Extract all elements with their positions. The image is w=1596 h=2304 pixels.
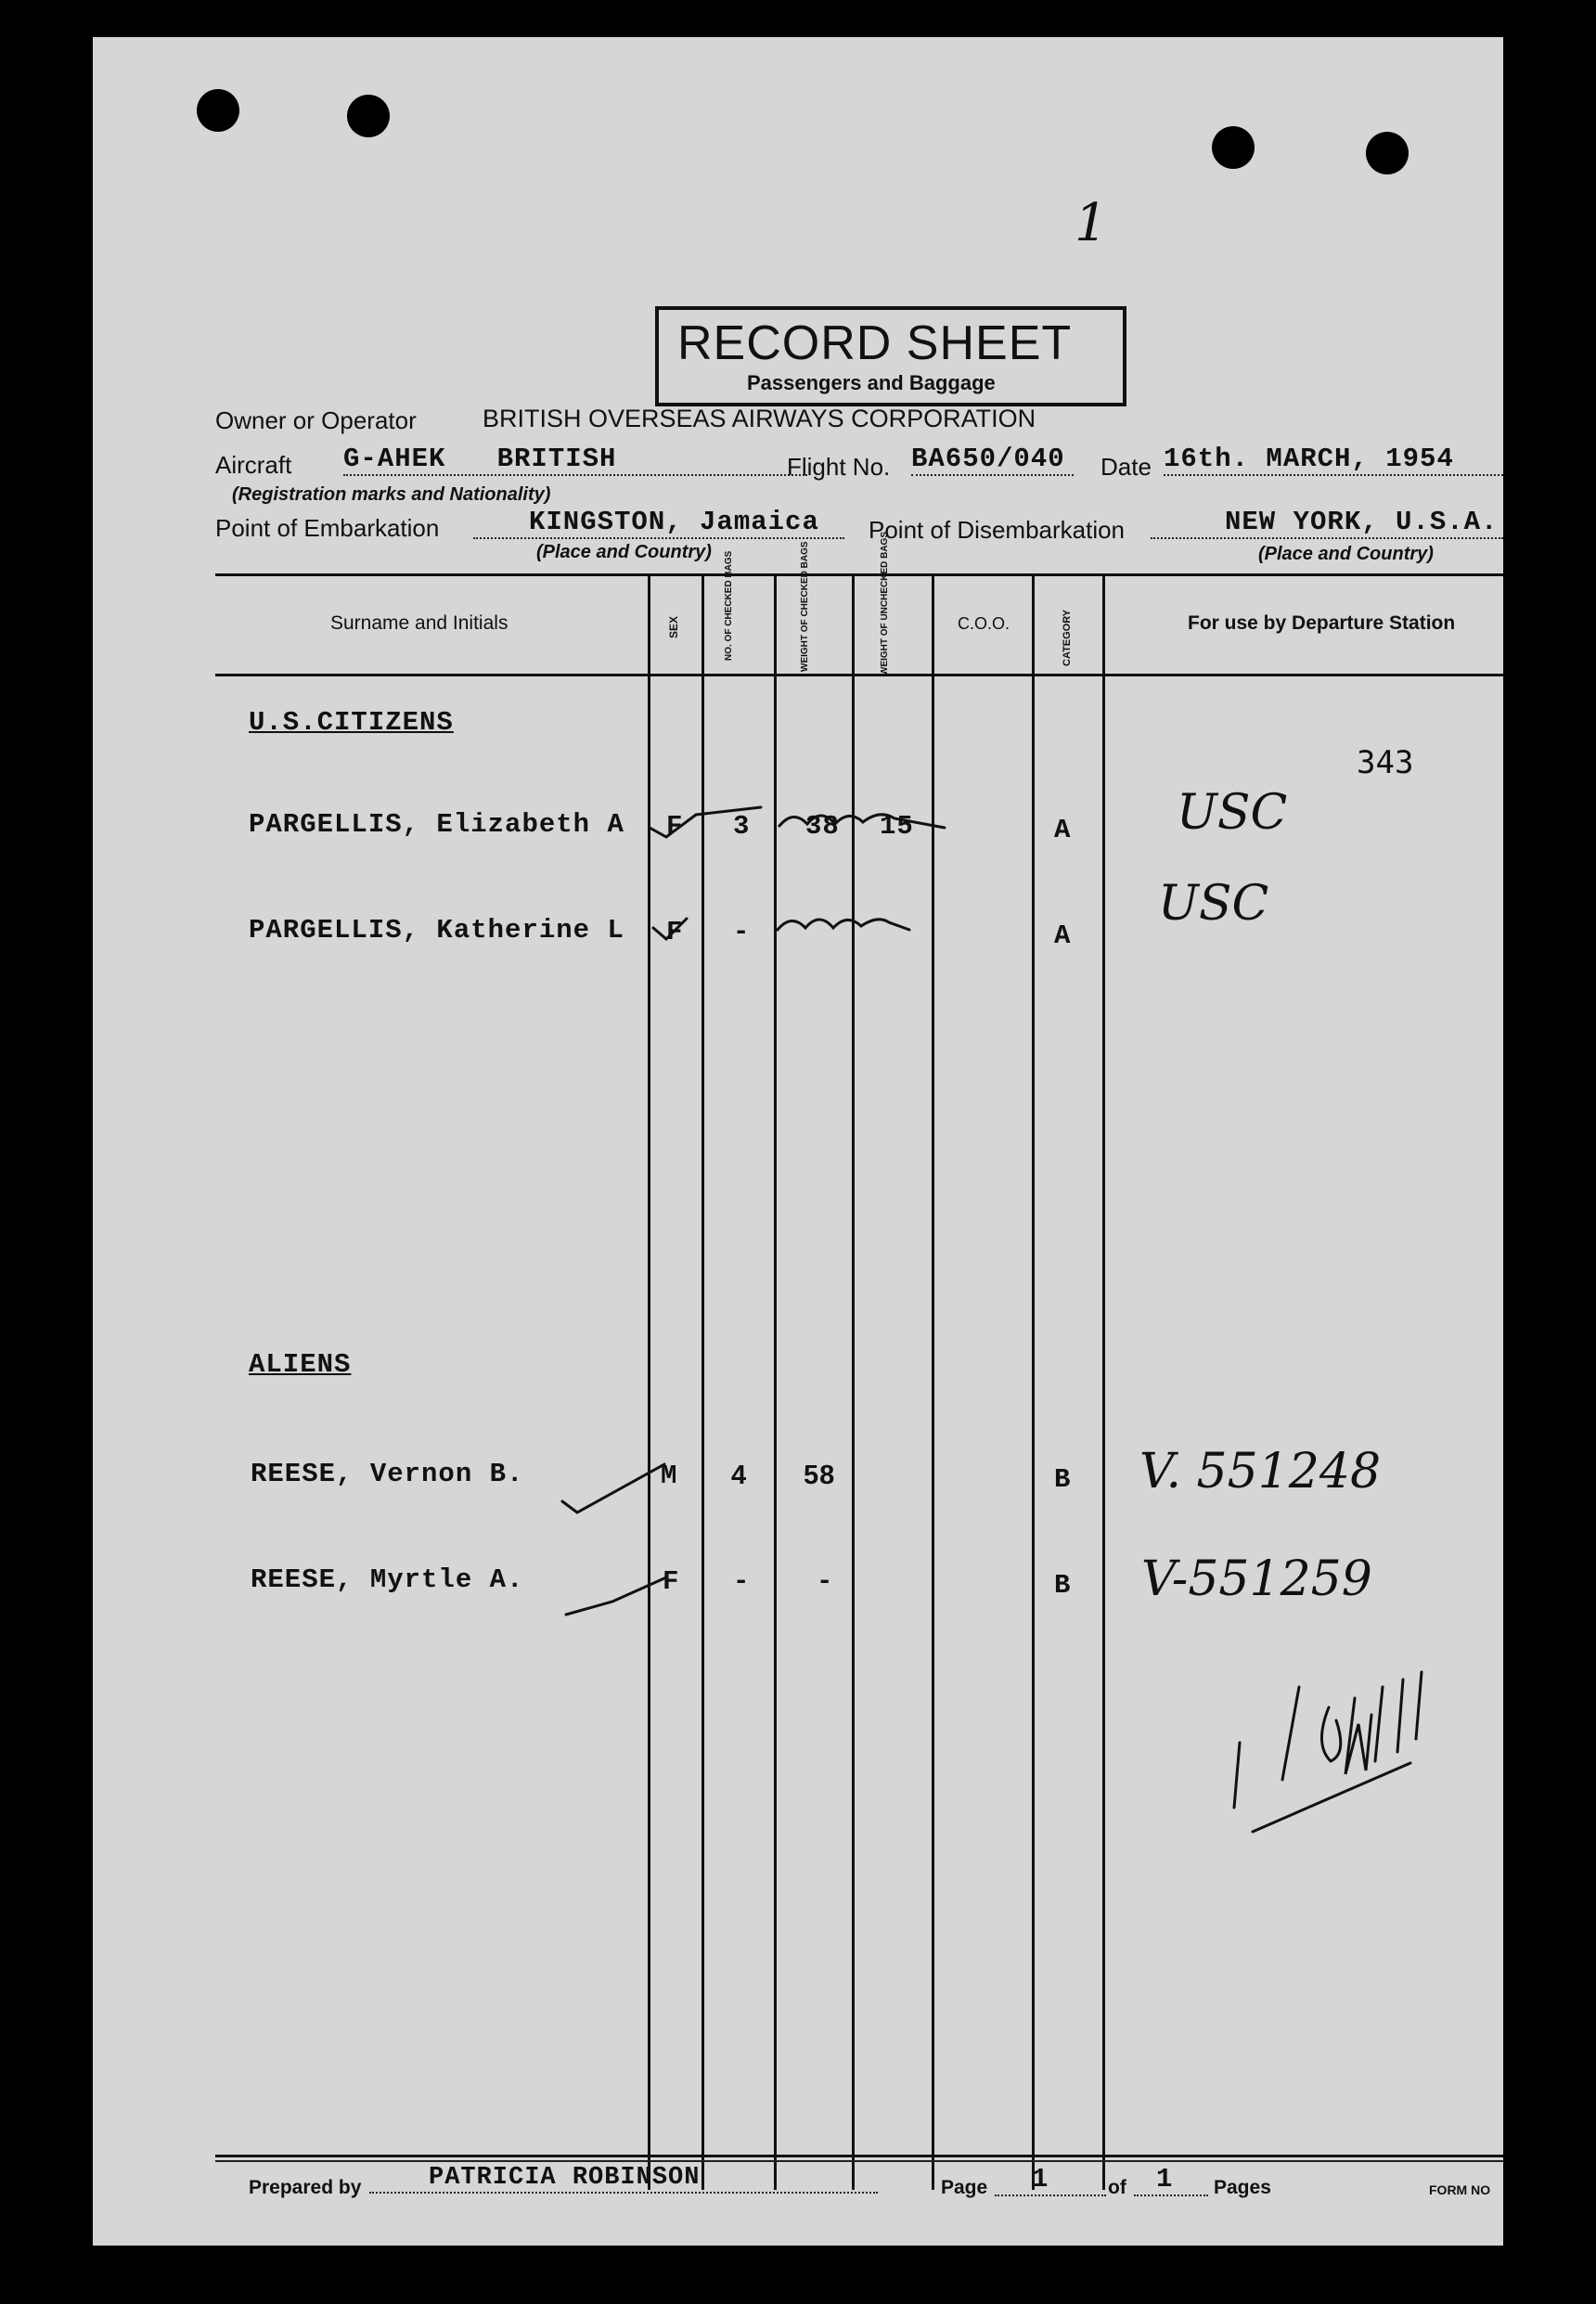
owner-label: Owner or Operator	[215, 406, 417, 434]
passenger-note: USC	[1158, 876, 1269, 932]
pages-label: Pages	[1214, 2177, 1271, 2198]
prepared-label: Prepared by	[249, 2177, 362, 2198]
checkmark	[653, 919, 687, 939]
passenger-category: A	[1054, 920, 1072, 951]
col-header-checked-bags: NO. OF CHECKED BAGS	[724, 550, 734, 661]
page-subtitle: Passengers and Baggage	[747, 371, 996, 394]
col-header-coo: C.O.O.	[958, 614, 1010, 633]
passenger-bags: -	[733, 1566, 751, 1597]
checkmark	[566, 1577, 666, 1615]
checkmark	[562, 1464, 664, 1512]
passenger-bags: 3	[733, 811, 751, 842]
passenger-name: PARGELLIS, Elizabeth A	[249, 809, 624, 840]
col-header-weight-checked: WEIGHT OF CHECKED BAGS	[800, 541, 810, 672]
weight-scribble	[779, 815, 945, 828]
col-header-category: CATEGORY	[1062, 609, 1073, 666]
passenger-bags: -	[733, 917, 751, 947]
disembark-label: Point of Disembarkation	[869, 516, 1126, 544]
handwritten-marks	[93, 37, 1503, 2246]
embark-note: (Place and Country)	[536, 542, 712, 562]
of-label: of	[1108, 2177, 1126, 2198]
passenger-weight: 58	[804, 1461, 836, 1490]
passenger-weight: -	[817, 1566, 834, 1597]
date-value: 16th. MARCH, 1954	[1164, 444, 1503, 476]
passenger-unchecked: 15	[880, 811, 914, 842]
margin-note: 343	[1357, 744, 1414, 781]
page-title: RECORD SHEET	[677, 316, 1073, 370]
col-header-sex: SEX	[667, 615, 680, 638]
owner-value: BRITISH OVERSEAS AIRWAYS CORPORATION	[483, 405, 1036, 432]
passenger-name: REESE, Myrtle A.	[251, 1564, 524, 1595]
passenger-sex: F	[666, 917, 684, 947]
col-header-name: Surname and Initials	[330, 612, 508, 634]
passenger-sex: F	[663, 1566, 680, 1597]
form-label: FORM NO	[1429, 2182, 1491, 2197]
section-us-citizens: U.S.CITIZENS	[249, 707, 454, 738]
page-label: Page	[941, 2177, 988, 2198]
aircraft-value: G-AHEK BRITISH	[343, 444, 807, 476]
embark-value: KINGSTON, Jamaica	[473, 507, 844, 539]
disembark-note: (Place and Country)	[1258, 544, 1434, 564]
embark-label: Point of Embarkation	[215, 514, 440, 542]
passenger-note: USC	[1177, 785, 1288, 841]
col-header-weight-unchecked: WEIGHT OF UNCHECKED BAGS	[880, 532, 890, 676]
record-sheet	[93, 37, 1503, 2246]
page-number-mark: 1	[1075, 193, 1108, 253]
signature-scribble	[1234, 1672, 1422, 1832]
flight-label: Flight No.	[787, 453, 891, 481]
aircraft-note: (Registration marks and Nationality)	[232, 484, 551, 505]
passenger-sex: F	[666, 811, 684, 842]
weight-scribble	[778, 920, 909, 930]
passenger-name: PARGELLIS, Katherine L	[249, 915, 624, 946]
of-value: 1	[1134, 2164, 1208, 2196]
passenger-category: B	[1054, 1464, 1072, 1495]
passenger-note: V-551259	[1141, 1551, 1372, 1607]
date-label: Date	[1100, 453, 1152, 481]
passenger-weight: 38	[805, 811, 840, 842]
col-header-departure: For use by Departure Station	[1188, 612, 1456, 634]
passenger-category: B	[1054, 1570, 1072, 1601]
page-value: 1	[995, 2164, 1106, 2196]
footer-rule	[215, 2160, 1503, 2162]
passenger-name: REESE, Vernon B.	[251, 1459, 524, 1489]
disembark-value: NEW YORK, U.S.A.	[1151, 507, 1503, 539]
passenger-sex: M	[661, 1461, 678, 1491]
passenger-note: V. 551248	[1139, 1444, 1382, 1500]
checkmark	[650, 807, 761, 837]
passenger-category: A	[1054, 815, 1072, 845]
aircraft-label: Aircraft	[215, 451, 292, 479]
section-aliens: ALIENS	[249, 1349, 352, 1380]
prepared-value: PATRICIA ROBINSON	[369, 2164, 878, 2194]
flight-value: BA650/040	[911, 444, 1074, 476]
passenger-bags: 4	[731, 1461, 748, 1490]
